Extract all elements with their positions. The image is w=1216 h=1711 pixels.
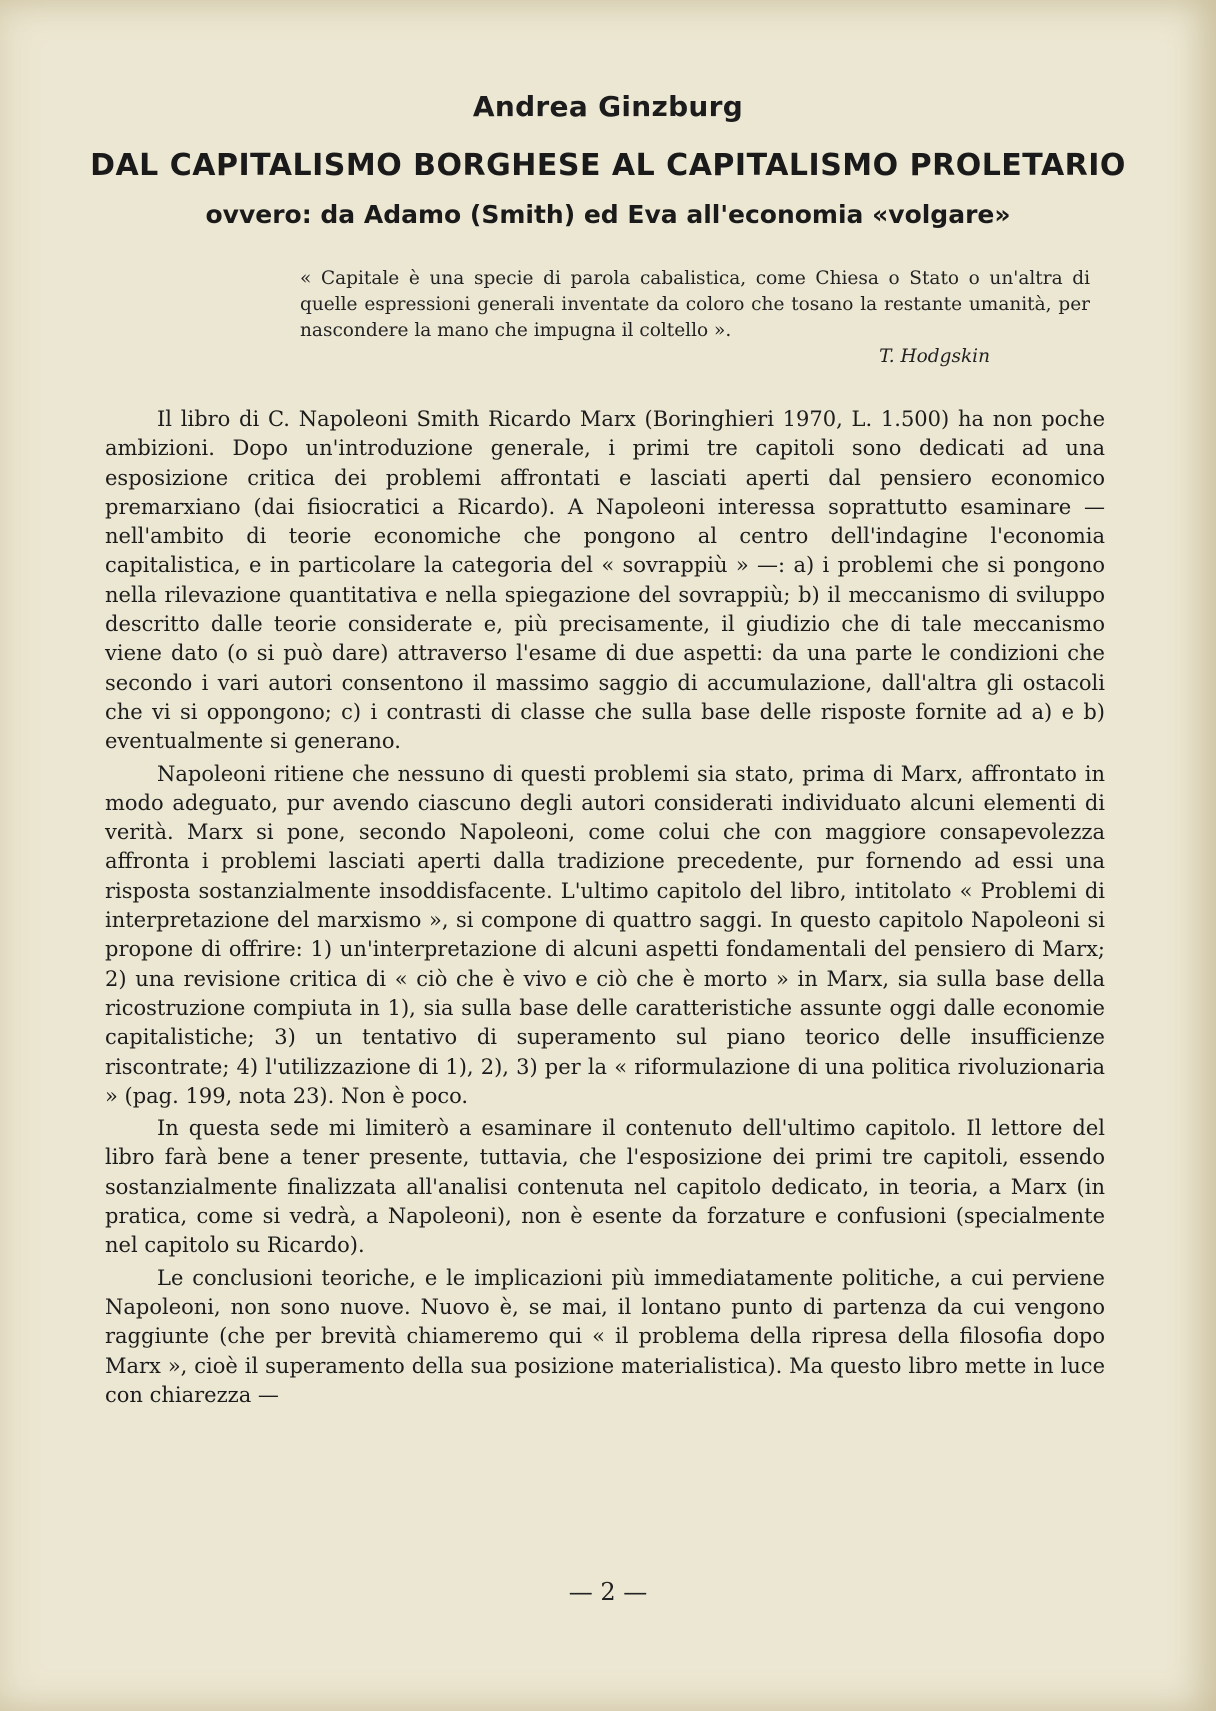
epigraph xyxy=(300,266,1090,370)
author-name: Andrea Ginzburg xyxy=(472,90,744,123)
body-paragraph: Le conclusioni teoriche, e le implicazioni più immediatamente politiche, a cui perviene Napoleoni, non sono nuove. Nuovo è, se mai, il lontano punto di partenza da cui vengono raggiunte (che per brevità chiameremo qui « il problema della ripresa della filosofia dopo Marx », cioè il superamento della sua posizione materialistica). Ma questo libro mette in luce con chiarezza — xyxy=(105,1265,1105,1407)
body-paragraph: Napoleoni ritiene che nessuno di questi problemi sia stato, prima di Marx, affrontato in modo adeguato, pur avendo ciascuno degli autori considerati individuato alcuni elementi di verità. Marx si pone, secondo Napoleoni, come colui che con maggiore consapevolezza affronta i problemi lasciati aperti dalla tradizione precedente, pur fornendo ad essi una risposta sostanzialmente insoddisfacente. L'ultimo capitolo del libro, intitolato « Problemi di interpretazione del marxismo », si compone di quattro saggi. In questo capitolo Napoleoni si propone di offrire: 1) un'interpretazione di alcuni aspetti fondamentali del pensiero di Marx; 2) una revisione critica di « ciò che è vivo e ciò che è morto » in Marx, sia sulla base della ricostruzione compiuta in 1), sia sulla base delle caratteristiche assunte oggi dalle economie capitalistiche; 3) un tentativo di superamento sul piano teorico delle insufficienze riscontrate; 4) l'utilizzazione di 1), 2), 3) per la « riformulazione di una politica rivoluzionaria » (pag. 199, nota 23). Non è poco. xyxy=(105,761,1105,1108)
article-title: DAL CAPITALISMO BORGHESE AL CAPITALISMO PROLETARIO xyxy=(90,148,1126,183)
epigraph-quote: « Capitale è una specie di parola cabalistica, come Chiesa o Stato o un'altra di quelle espressioni generali inventate da coloro che tosano la restante umanità, per nascondere la mano che impugna il coltello ». xyxy=(300,268,1090,341)
body-paragraph: Il libro di C. Napoleoni Smith Ricardo Marx (Boringhieri 1970, L. 1.500) ha non poche ambizioni. Dopo un'introduzione generale, i primi tre capitoli sono dedicati ad una esposizione critica dei problemi affrontati e lasciati aperti dal pensiero economico premarxiano (dai fisiocratici a Ricardo). A Napoleoni interessa soprattutto esaminare — nell'ambito di teorie economiche che pongono al centro dell'indagine l'economia capitalistica, e in particolare la categoria del « sovrappiù » —: a) i problemi che si pongono nella rilevazione quantitativa e nella spiegazione del sovrappiù; b) il meccanismo di sviluppo descritto dalle teorie considerate e, più precisamente, il giudizio che di tale meccanismo viene dato (o si può dare) attraverso l'esame di due aspetti: da una parte le condizioni che secondo i vari autori consentono il massimo saggio di accumulazione, dall'altra gli ostacoli che vi si oppongono; c) i contrasti di classe che sulla base delle risposte fornite ad a) e b) eventualmente si generano. xyxy=(105,407,1105,754)
epigraph-attribution: T. Hodgskin xyxy=(879,346,990,367)
body-paragraph: In questa sede mi limiterò a esaminare il contenuto dell'ultimo capitolo. Il lettore del libro farà bene a tener presente, tuttavia, che l'esposizione dei primi tre capitoli, essendo sostanzialmente finalizzata all'analisi contenuta nel capitolo dedicato, in teoria, a Marx (in pratica, come si vedrà, a Napoleoni), non è esente da forzature e confusioni (specialmente nel capitolo su Ricardo). xyxy=(105,1116,1105,1258)
article-body xyxy=(105,405,1105,1410)
page-number: — 2 — xyxy=(568,1578,648,1606)
article-subtitle: ovvero: da Adamo (Smith) ed Eva all'economia «volgare» xyxy=(205,200,1011,229)
